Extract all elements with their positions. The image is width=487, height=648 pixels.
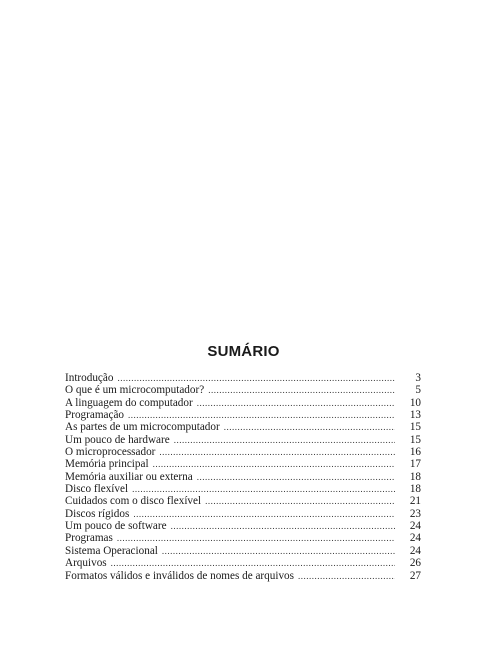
toc-entry-title: Discos rígidos	[65, 507, 130, 520]
toc-entry-page-number: 15	[409, 421, 421, 434]
toc-entry	[65, 372, 421, 384]
toc-entry	[65, 421, 421, 433]
toc-leader-dots	[111, 557, 395, 569]
toc-entry-page-number: 23	[409, 507, 421, 520]
toc-entry	[65, 446, 421, 458]
toc-entry	[65, 384, 421, 396]
toc-entry-page-number: 26	[409, 557, 421, 570]
toc-entry-title: Memória auxiliar ou externa	[65, 470, 193, 483]
toc-entry	[65, 409, 421, 421]
toc-entry-title: Programas	[65, 532, 113, 545]
toc-leader-dots	[153, 458, 395, 470]
toc-entry	[65, 570, 421, 582]
toc-entry-page-number: 18	[409, 483, 421, 496]
toc-leader-dots	[171, 520, 395, 532]
toc-leader-dots	[208, 384, 395, 396]
toc-leader-dots	[162, 545, 395, 557]
toc-leader-dots	[159, 446, 395, 458]
toc-entry	[65, 458, 421, 470]
toc-leader-dots	[224, 421, 395, 433]
toc-entry-page-number: 21	[409, 495, 421, 508]
toc-entry-title: Sistema Operacional	[65, 544, 158, 557]
toc-entry-title: Arquivos	[65, 557, 107, 570]
toc-entry-page-number: 27	[409, 569, 421, 582]
toc-entry-title: Um pouco de software	[65, 520, 167, 533]
toc-leader-dots	[174, 434, 395, 446]
toc-entry-title: Cuidados com o disco flexível	[65, 495, 202, 508]
toc-entry	[65, 557, 421, 569]
toc-entry-title: Memória principal	[65, 458, 149, 471]
toc-leader-dots	[205, 495, 395, 507]
toc-entry-title: Disco flexível	[65, 483, 129, 496]
toc-leader-dots	[128, 409, 395, 421]
toc-entry-page-number: 10	[409, 396, 421, 409]
toc-entry-page-number: 17	[409, 458, 421, 471]
toc-entry-page-number: 24	[409, 544, 421, 557]
toc-entry	[65, 508, 421, 520]
toc-leader-dots	[133, 508, 395, 520]
toc-entry	[65, 397, 421, 409]
toc-entry-title: Programação	[65, 409, 125, 422]
toc-entry-title: Formatos válidos e inválidos de nomes de arquivos	[65, 569, 294, 582]
toc-entry-page-number: 24	[409, 532, 421, 545]
toc-entry-page-number: 13	[409, 409, 421, 422]
toc-entry-title: Um pouco de hardware	[65, 433, 170, 446]
toc-entry-page-number: 15	[409, 433, 421, 446]
toc-leader-dots	[117, 532, 395, 544]
toc-leader-dots	[197, 471, 395, 483]
table-of-contents	[65, 372, 421, 582]
toc-entry-title: A linguagem do computador	[65, 396, 193, 409]
toc-entry-title: Introdução	[65, 372, 114, 384]
toc-entry	[65, 532, 421, 544]
toc-entry-title: As partes de um microcomputador	[65, 421, 220, 434]
toc-leader-dots	[298, 570, 395, 582]
toc-entry	[65, 434, 421, 446]
toc-entry-page-number: 3	[415, 372, 421, 384]
toc-entry	[65, 471, 421, 483]
page-title: SUMÁRIO	[207, 343, 280, 360]
toc-entry-page-number: 24	[409, 520, 421, 533]
toc-entry-page-number: 18	[409, 470, 421, 483]
toc-entry	[65, 483, 421, 495]
toc-entry	[65, 520, 421, 532]
toc-entry	[65, 545, 421, 557]
toc-leader-dots	[117, 372, 395, 384]
toc-entry	[65, 495, 421, 507]
toc-entry-page-number: 5	[415, 384, 421, 397]
toc-entry-title: O que é um microcomputador?	[65, 384, 205, 397]
toc-entry-page-number: 16	[409, 446, 421, 459]
toc-leader-dots	[132, 483, 395, 495]
toc-entry-title: O microprocessador	[65, 446, 156, 459]
toc-leader-dots	[197, 397, 395, 409]
